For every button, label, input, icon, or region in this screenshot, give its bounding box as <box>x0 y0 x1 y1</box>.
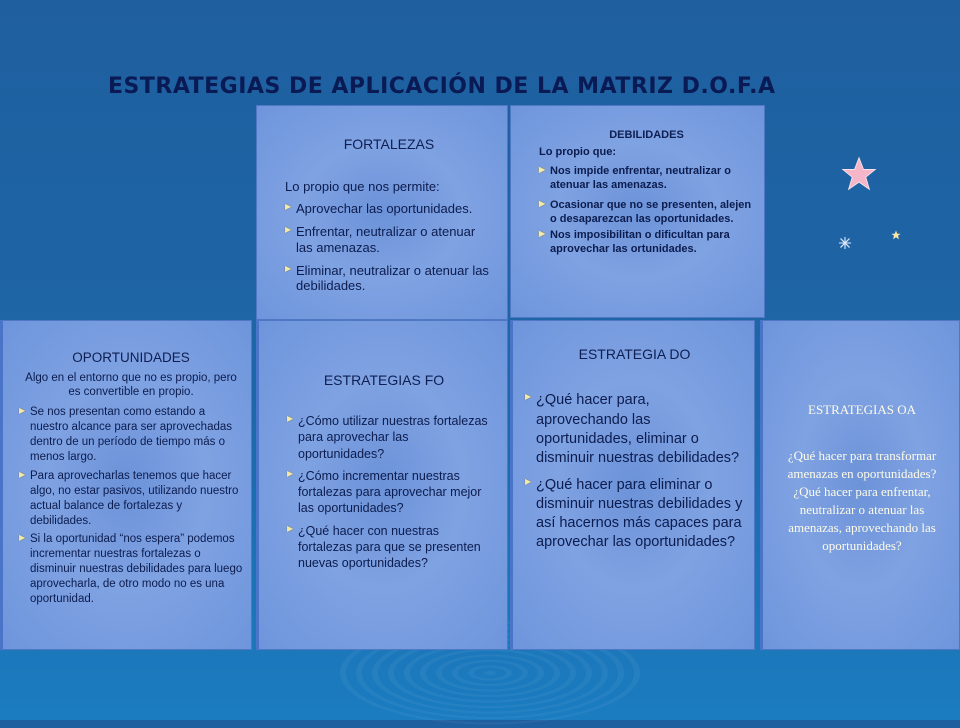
oportunidades-box <box>0 320 252 650</box>
list-item: ▶ Ocasionar que no se presenten, alejen o desaparezcan las oportunidades. <box>539 198 754 227</box>
star-icon <box>840 156 878 192</box>
list-item: ▶ Se nos presentan como estando a nuestro alcance para ser aprovechadas dentro de un período de tiempo más o menos largo. <box>19 405 243 465</box>
estrategias-oa-heading: ESTRATEGIAS OA <box>808 402 916 417</box>
small-star-icon <box>891 230 901 240</box>
list-item: ▶ ¿Cómo utilizar nuestras fortalezas para aprovechar las oportunidades? <box>287 413 495 462</box>
asterisk-icon <box>838 236 852 250</box>
estrategias-oa-box <box>760 320 960 650</box>
debilidades-intro: Lo propio que: <box>539 146 616 159</box>
fortalezas-heading: FORTALEZAS <box>343 136 435 152</box>
estrategias-fo-box <box>256 320 508 650</box>
fortalezas-intro: Lo propio que nos permite: <box>285 179 440 195</box>
estrategia-do-box <box>510 320 755 650</box>
estrategia-do-heading: ESTRATEGIA DO <box>578 346 691 362</box>
estrategias-oa-text-1: ¿Qué hacer para transformar amenazas en oportunidades? <box>787 447 937 481</box>
list-item: ▶ ¿Qué hacer para eliminar o disminuir nuestras debilidades y así hacernos más capaces para aprovechar las oportunidades? <box>525 476 744 553</box>
estrategias-fo-heading: ESTRATEGIAS FO <box>323 372 445 388</box>
list-item: ▶ ¿Qué hacer para, aprovechando las oportunidades, eliminar o disminuir nuestras debilidades? <box>525 391 744 468</box>
estrategias-oa-text-2: ¿Qué hacer para enfrentar, neutralizar o atenuar las amenazas, aprovechando las oportunidades? <box>788 483 936 553</box>
debilidades-heading: DEBILIDADES <box>609 129 684 141</box>
list-item: ▶ Para aprovecharlas tenemos que hacer algo, no estar pasivos, utilizando nuestro actual balance de fortalezas y debilidades. <box>19 469 243 529</box>
page-title: ESTRATEGIAS DE APLICACIÓN DE LA MATRIZ D.O.F.A <box>108 74 776 99</box>
oportunidades-list <box>19 405 243 606</box>
list-item: ▶ ¿Cómo incrementar nuestras fortalezas para aprovechar mejor las oportunidades? <box>287 468 495 517</box>
estrategias-fo-list <box>287 413 495 571</box>
list-item: ▶ Eliminar, neutralizar o atenuar las debilidades. <box>285 263 493 295</box>
list-item: ▶ Nos impide enfrentar, neutralizar o atenuar las amenazas. <box>539 164 754 193</box>
list-item: ▶ Aprovechar las oportunidades. <box>285 201 493 217</box>
oportunidades-intro: Algo en el entorno que no es propio, pero es convertible en propio. <box>25 371 237 399</box>
list-item: ▶ Si la oportunidad “nos espera” podemos incrementar nuestras fortalezas o disminuir nuestras debilidades para luego aprovecharla, de otro modo no es una oportunidad. <box>19 532 243 607</box>
list-item: ▶ ¿Qué hacer con nuestras fortalezas para que se presenten nuevas oportunidades? <box>287 523 495 572</box>
list-item: ▶ Enfrentar, neutralizar o atenuar las amenazas. <box>285 224 493 256</box>
fortalezas-list <box>285 201 493 294</box>
debilidades-list <box>539 164 754 257</box>
estrategia-do-list <box>525 391 744 552</box>
oportunidades-heading: OPORTUNIDADES <box>72 350 190 365</box>
list-item: ▶ Nos imposibilitan o dificultan para aprovechar las ortunidades. <box>539 228 754 257</box>
debilidades-box <box>510 105 765 318</box>
fortalezas-box <box>256 105 508 320</box>
